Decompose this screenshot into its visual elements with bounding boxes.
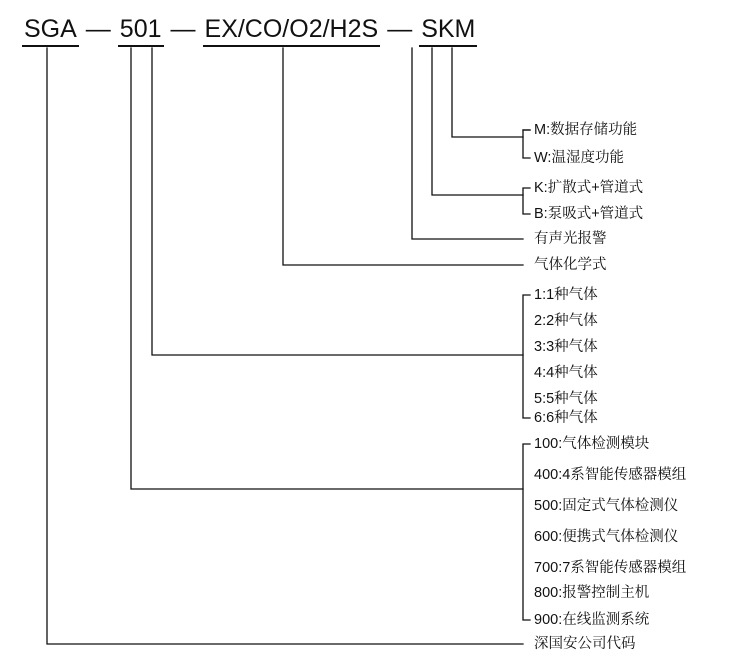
label-company-code: 深国安公司代码 [534,636,636,652]
code-segment-suffix: SKM [419,14,477,47]
label-diffusion-pipeline: K:扩散式+管道式 [534,180,644,196]
label-series-800: 800:报警控制主机 [534,585,650,601]
label-gas-chemistry: 气体化学式 [534,257,607,273]
label-series-600: 600:便携式气体检测仪 [534,529,679,545]
line-gas-chemistry [283,48,523,265]
label-gas-count-4: 4:4种气体 [534,365,598,381]
line-series [131,48,523,489]
label-gas-count-1: 1:1种气体 [534,287,598,303]
line-sampling-mode [432,48,523,195]
label-audible-visual-alarm: 有声光报警 [534,231,607,247]
label-series-500: 500:固定式气体检测仪 [534,498,679,514]
label-pump-pipeline: B:泵吸式+管道式 [534,206,644,222]
code-segment-brand: SGA [22,14,79,47]
code-segment-series: 501 [118,14,164,47]
label-gas-count-5: 5:5种气体 [534,391,598,407]
label-series-900: 900:在线监测系统 [534,612,650,628]
label-series-100: 100:气体检测模块 [534,436,650,452]
label-storage-function: M:数据存储功能 [534,122,638,138]
label-series-700: 700:7系智能传感器模组 [534,560,687,576]
bracket-series [523,444,530,620]
bracket-sampling-mode [523,188,530,214]
label-series-400: 400:4系智能传感器模组 [534,467,687,483]
bracket-storage-humidity [523,130,530,158]
line-alarm [412,48,523,239]
label-humidity-function: W:温湿度功能 [534,150,624,166]
bracket-gas-count [523,295,530,418]
code-separator-3: — [387,15,413,43]
line-gas-count [152,48,523,355]
code-separator-1: — [85,15,111,43]
label-gas-count-3: 3:3种气体 [534,339,598,355]
code-segment-gases: EX/CO/O2/H2S [203,14,381,47]
line-storage-humidity [452,48,523,137]
code-separator-2: — [170,15,196,43]
label-gas-count-6: 6:6种气体 [534,410,598,426]
label-gas-count-2: 2:2种气体 [534,313,598,329]
line-company-code [47,48,523,644]
model-code-header [22,14,477,47]
